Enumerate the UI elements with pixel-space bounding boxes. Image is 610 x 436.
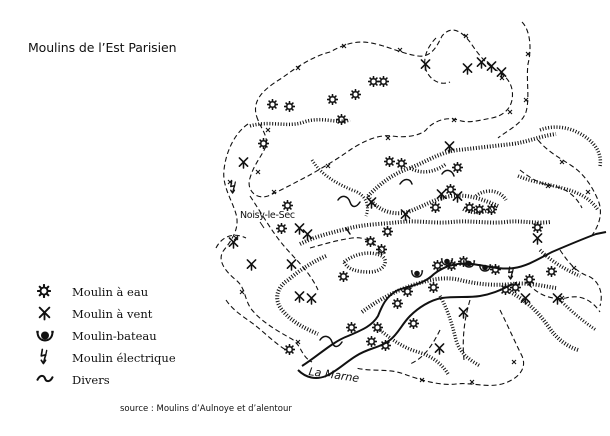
legend-item-boat-mill	[32, 326, 232, 348]
place-pointer	[260, 222, 264, 228]
plateau-hachures	[250, 120, 600, 374]
legend-item-water-mill	[32, 282, 232, 304]
source-caption: source : Moulins d’Aulnoye et d’alentour	[120, 404, 292, 414]
legend-label-water-mill: Moulin à eau	[72, 285, 149, 299]
commune-boundaries	[216, 22, 601, 385]
boat-mill-icon	[32, 324, 58, 346]
river-marne	[298, 232, 606, 378]
legend-item-electric-mill	[32, 348, 232, 370]
place-label-noisy-le-sec: Noisy-le-Sec	[240, 210, 295, 221]
legend-label-boat-mill: Moulin-bateau	[72, 329, 157, 343]
map-title: Moulins de l’Est Parisien	[28, 40, 177, 55]
water-mill-icon	[32, 280, 58, 302]
legend	[32, 282, 232, 392]
divers-markers	[320, 170, 454, 346]
legend-item-various	[32, 370, 232, 392]
legend-label-electric-mill: Moulin électrique	[72, 351, 176, 365]
legend-label-wind-mill: Moulin à vent	[72, 307, 153, 321]
wind-mill-icon	[32, 302, 58, 324]
legend-item-wind-mill	[32, 304, 232, 326]
river-label-marne: La Marne	[307, 365, 360, 385]
boundary-cross-marks	[228, 34, 590, 384]
various-icon	[32, 368, 58, 390]
electric-mill-icon	[32, 346, 58, 368]
legend-label-various: Divers	[72, 373, 110, 387]
